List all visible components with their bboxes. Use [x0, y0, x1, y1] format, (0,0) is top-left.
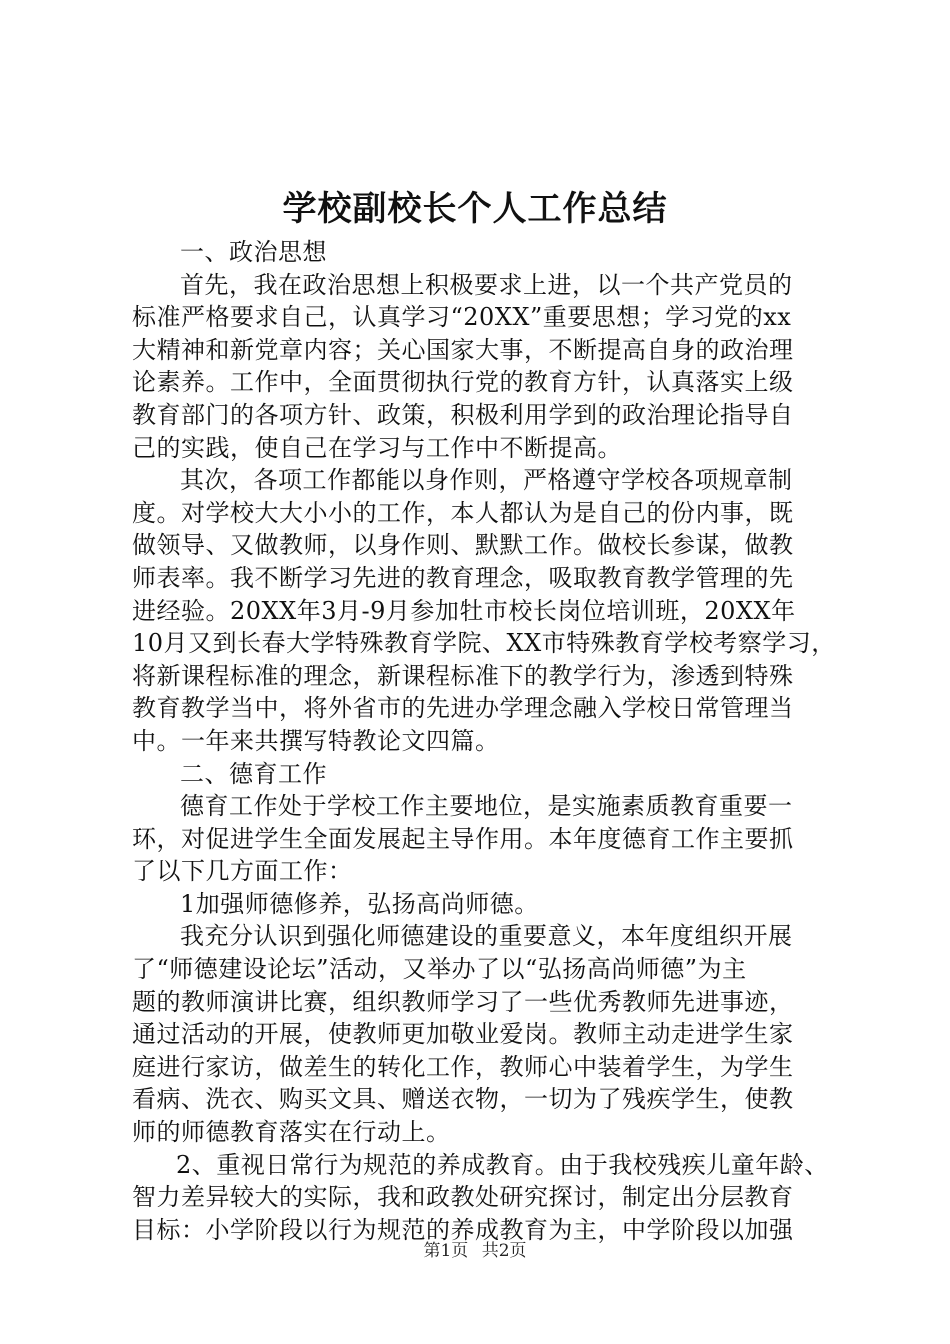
paragraph-line: 标准严格要求自己，认真学习“20XX”重要思想；学习党的xx	[132, 303, 792, 332]
paragraph-line: 了“师德建设论坛”活动，又举办了以“弘扬高尚师德”为主	[132, 955, 747, 984]
paragraph-line: 10月又到长春大学特殊教育学院、XX市特殊教育学校考察学习，	[132, 629, 836, 658]
paragraph-line: 教育教学当中，将外省市的先进办学理念融入学校日常管理当	[132, 694, 794, 723]
paragraph-line: 度。对学校大大小小的工作，本人都认为是自己的份内事，既	[132, 498, 794, 527]
subsection-heading-2: 2、重视日常行为规范的养成教育。由于我校残疾儿童年龄、	[176, 1150, 829, 1179]
section-heading-moral: 二、德育工作	[180, 759, 327, 788]
paragraph-line: 通过活动的开展，使教师更加敬业爱岗。教师主动走进学生家	[132, 1020, 794, 1049]
paragraph-line: 题的教师演讲比赛，组织教师学习了一些优秀教师先进事迹，	[132, 987, 794, 1016]
page-number: 第1页	[423, 1241, 469, 1261]
paragraph-line: 大精神和新党章内容；关心国家大事，不断提高自身的政治理	[132, 335, 794, 364]
paragraph-line: 做领导、又做教师，以身作则、默默工作。做校长参谋，做教	[132, 531, 794, 560]
paragraph-line: 其次，各项工作都能以身作则，严格遵守学校各项规章制	[180, 466, 793, 495]
section-heading-politics: 一、政治思想	[180, 238, 327, 266]
paragraph-line: 己的实践，使自己在学习与工作中不断提高。	[132, 433, 622, 462]
paragraph-line: 德育工作处于学校工作主要地位，是实施素质教育重要一	[180, 792, 793, 821]
paragraph-line: 看病、洗衣、购买文具、赠送衣物，一切为了残疾学生，使教	[132, 1085, 794, 1114]
paragraph-line: 师的师德教育落实在行动上。	[132, 1118, 451, 1147]
document-body	[132, 236, 836, 1246]
document-title: 学校副校长个人工作总结	[282, 189, 668, 229]
paragraph-line: 论素养。工作中，全面贯彻执行党的教育方针，认真落实上级	[132, 368, 794, 397]
paragraph-line: 庭进行家访，做差生的转化工作，教师心中装着学生，为学生	[132, 1052, 794, 1081]
paragraph-line: 环，对促进学生全面发展起主导作用。本年度德育工作主要抓	[132, 824, 794, 853]
page-footer	[0, 1240, 950, 1262]
paragraph-line: 首先，我在政治思想上积极要求上进，以一个共产党员的	[180, 270, 793, 299]
paragraph-line: 教育部门的各项方针、政策，积极利用学到的政治理论指导自	[132, 400, 794, 429]
paragraph-line: 目标：小学阶段以行为规范的养成教育为主，中学阶段以加强	[132, 1215, 794, 1244]
subsection-heading-1: 1加强师德修养，弘扬高尚师德。	[180, 889, 539, 918]
paragraph-line: 进经验。20XX年3月-9月参加牡市校长岗位培训班，20XX年	[132, 596, 796, 625]
paragraph-line: 我充分认识到强化师德建设的重要意义，本年度组织开展	[180, 922, 793, 951]
paragraph-line: 智力差异较大的实际，我和政教处研究探讨，制定出分层教育	[132, 1183, 794, 1212]
page-total: 共2页	[481, 1241, 527, 1261]
paragraph-line: 师表率。我不断学习先进的教育理念，吸取教育教学管理的先	[132, 563, 794, 592]
paragraph-line: 中。一年来共撰写特教论文四篇。	[132, 726, 500, 755]
paragraph-line: 将新课程标准的理念，新课程标准下的教学行为，渗透到特殊	[132, 661, 794, 690]
paragraph-line: 了以下几方面工作：	[132, 857, 353, 886]
